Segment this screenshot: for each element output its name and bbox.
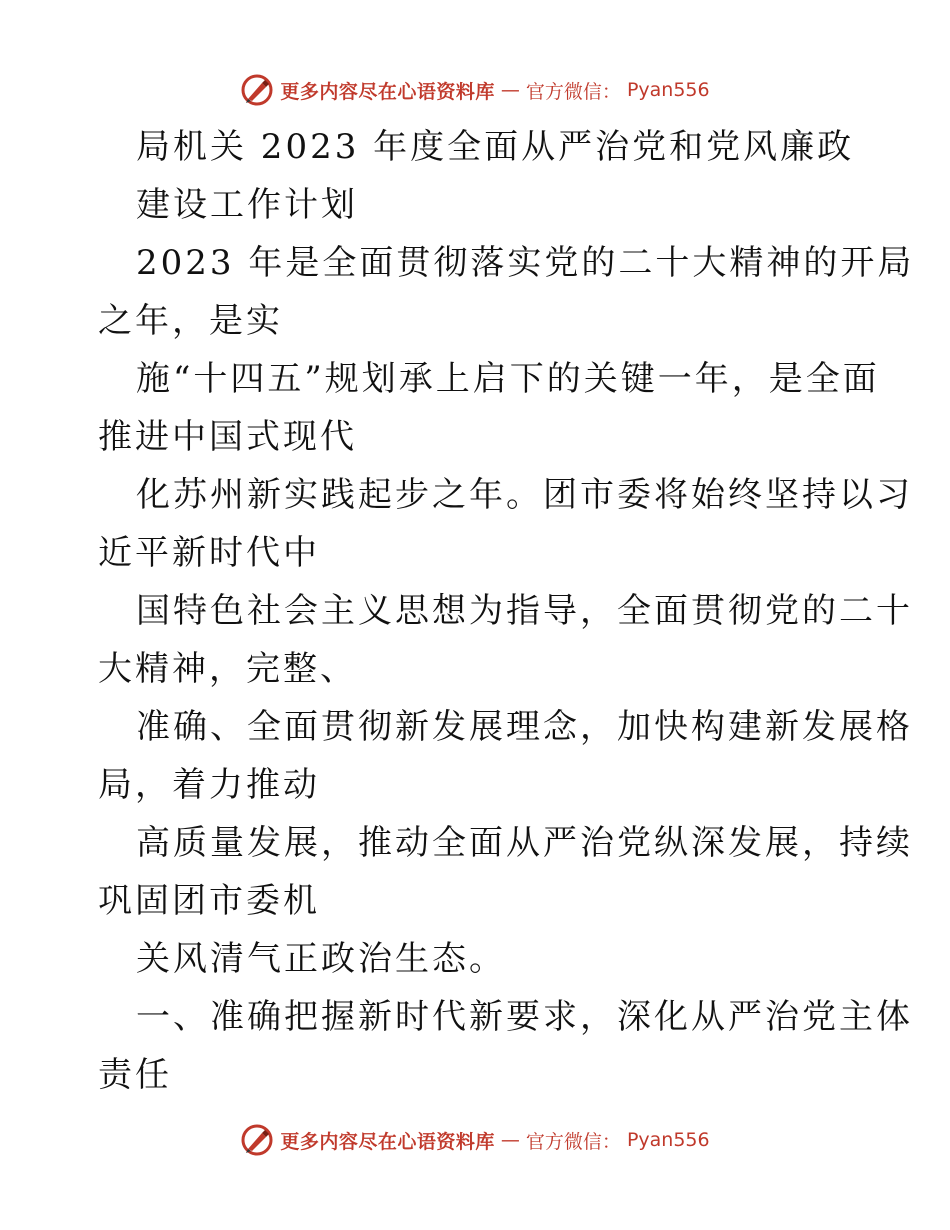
banner-separator: — — [500, 79, 520, 101]
banner-separator: — — [500, 1129, 520, 1151]
pen-logo-icon — [240, 73, 274, 107]
banner-text: 更多内容尽在心语资料库 — [280, 80, 495, 103]
document-line: 国特色社会主义思想为指导，全面贯彻党的二十 — [136, 591, 913, 631]
footer-banner — [0, 1120, 950, 1160]
document-line: 责任 — [98, 1055, 172, 1095]
document-line: 近平新时代中 — [98, 533, 320, 573]
document-line: 施“十四五”规划承上启下的关键一年，是全面 — [136, 359, 880, 399]
document-line: 高质量发展，推动全面从严治党纵深发展，持续 — [136, 823, 913, 863]
document-body — [98, 118, 915, 1104]
document-line: 准确、全面贯彻新发展理念，加快构建新发展格 — [136, 707, 913, 747]
document-line: 巩固团市委机 — [98, 881, 320, 921]
wechat-id: Pyan556 — [626, 79, 710, 101]
document-line: 2023 年是全面贯彻落实党的二十大精神的开局 — [136, 243, 915, 283]
wechat-id: Pyan556 — [626, 1129, 710, 1151]
header-banner — [0, 70, 950, 110]
document-line: 建设工作计划 — [136, 185, 358, 225]
document-line: 化苏州新实践起步之年。团市委将始终坚持以习 — [136, 475, 913, 515]
document-line: 局，着力推动 — [98, 765, 320, 805]
document-line: 推进中国式现代 — [98, 417, 357, 457]
wechat-label: 官方微信： — [525, 80, 621, 103]
document-line: 一、准确把握新时代新要求，深化从严治党主体 — [136, 997, 913, 1037]
pen-logo-icon — [240, 1123, 274, 1157]
document-line: 局机关 2023 年度全面从严治党和党风廉政 — [136, 127, 855, 167]
document-line: 之年，是实 — [98, 301, 283, 341]
banner-text: 更多内容尽在心语资料库 — [280, 1130, 495, 1153]
document-line: 大精神，完整、 — [98, 649, 357, 689]
document-line: 关风清气正政治生态。 — [136, 939, 506, 979]
wechat-label: 官方微信： — [525, 1130, 621, 1153]
